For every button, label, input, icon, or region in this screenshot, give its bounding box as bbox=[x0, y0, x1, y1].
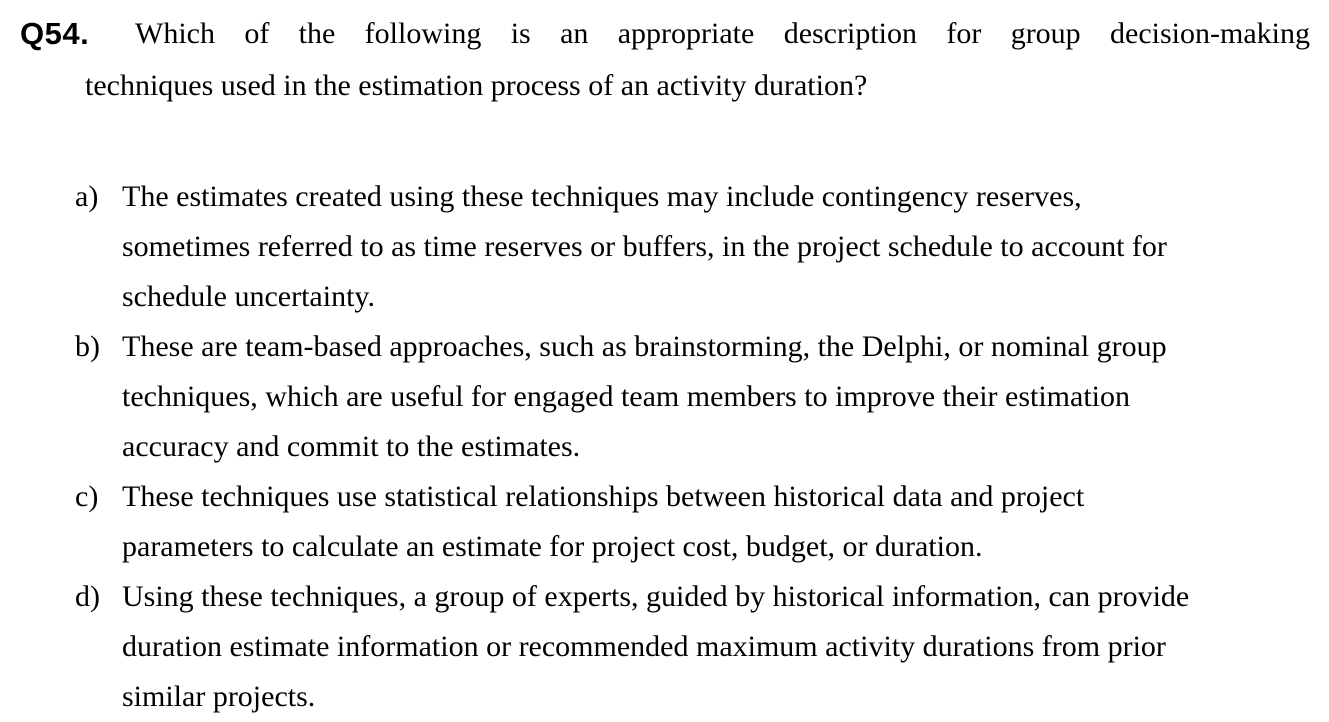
question-text-line2: techniques used in the estimation process of an activity duration? bbox=[85, 69, 868, 102]
answer-option-c bbox=[0, 472, 1329, 572]
question-text-line1: Which of the following is an appropriate description for group decision-making bbox=[135, 17, 1310, 50]
option-b-line-3: accuracy and commit to the estimates. bbox=[122, 430, 581, 463]
option-b-text bbox=[122, 322, 1315, 472]
question-header bbox=[0, 8, 1329, 112]
option-d-line-2: duration estimate information or recommended maximum activity durations from prior bbox=[122, 630, 1166, 663]
option-a-text bbox=[122, 172, 1315, 322]
option-b-line-1: These are team-based approaches, such as brainstorming, the Delphi, or nominal group bbox=[122, 330, 1167, 363]
option-d-line-3: similar projects. bbox=[122, 680, 316, 713]
option-b-line-2: techniques, which are useful for engaged team members to improve their estimation bbox=[122, 380, 1131, 413]
question-first-line bbox=[0, 8, 1329, 60]
option-a-line-3: schedule uncertainty. bbox=[122, 280, 375, 313]
option-c-line-1: These techniques use statistical relationships between historical data and project bbox=[122, 480, 1085, 513]
answer-option-d bbox=[0, 572, 1329, 722]
answer-options-list bbox=[0, 172, 1329, 722]
option-a-line-1: The estimates created using these techniques may include contingency reserves, bbox=[122, 180, 1082, 213]
option-c-marker: c) bbox=[75, 480, 99, 513]
option-d-marker: d) bbox=[75, 580, 100, 613]
option-a-marker: a) bbox=[75, 180, 99, 213]
option-d-line-1: Using these techniques, a group of experts, guided by historical information, can provide bbox=[122, 580, 1190, 613]
answer-option-a bbox=[0, 172, 1329, 322]
answer-option-b bbox=[0, 322, 1329, 472]
option-a-line-2: sometimes referred to as time reserves or buffers, in the project schedule to account for bbox=[122, 230, 1167, 263]
option-c-text bbox=[122, 472, 1315, 572]
option-c-line-2: parameters to calculate an estimate for project cost, budget, or duration. bbox=[122, 530, 983, 563]
question-number: Q54. bbox=[20, 16, 90, 51]
option-b-marker: b) bbox=[75, 330, 100, 363]
option-d-text bbox=[122, 572, 1315, 722]
